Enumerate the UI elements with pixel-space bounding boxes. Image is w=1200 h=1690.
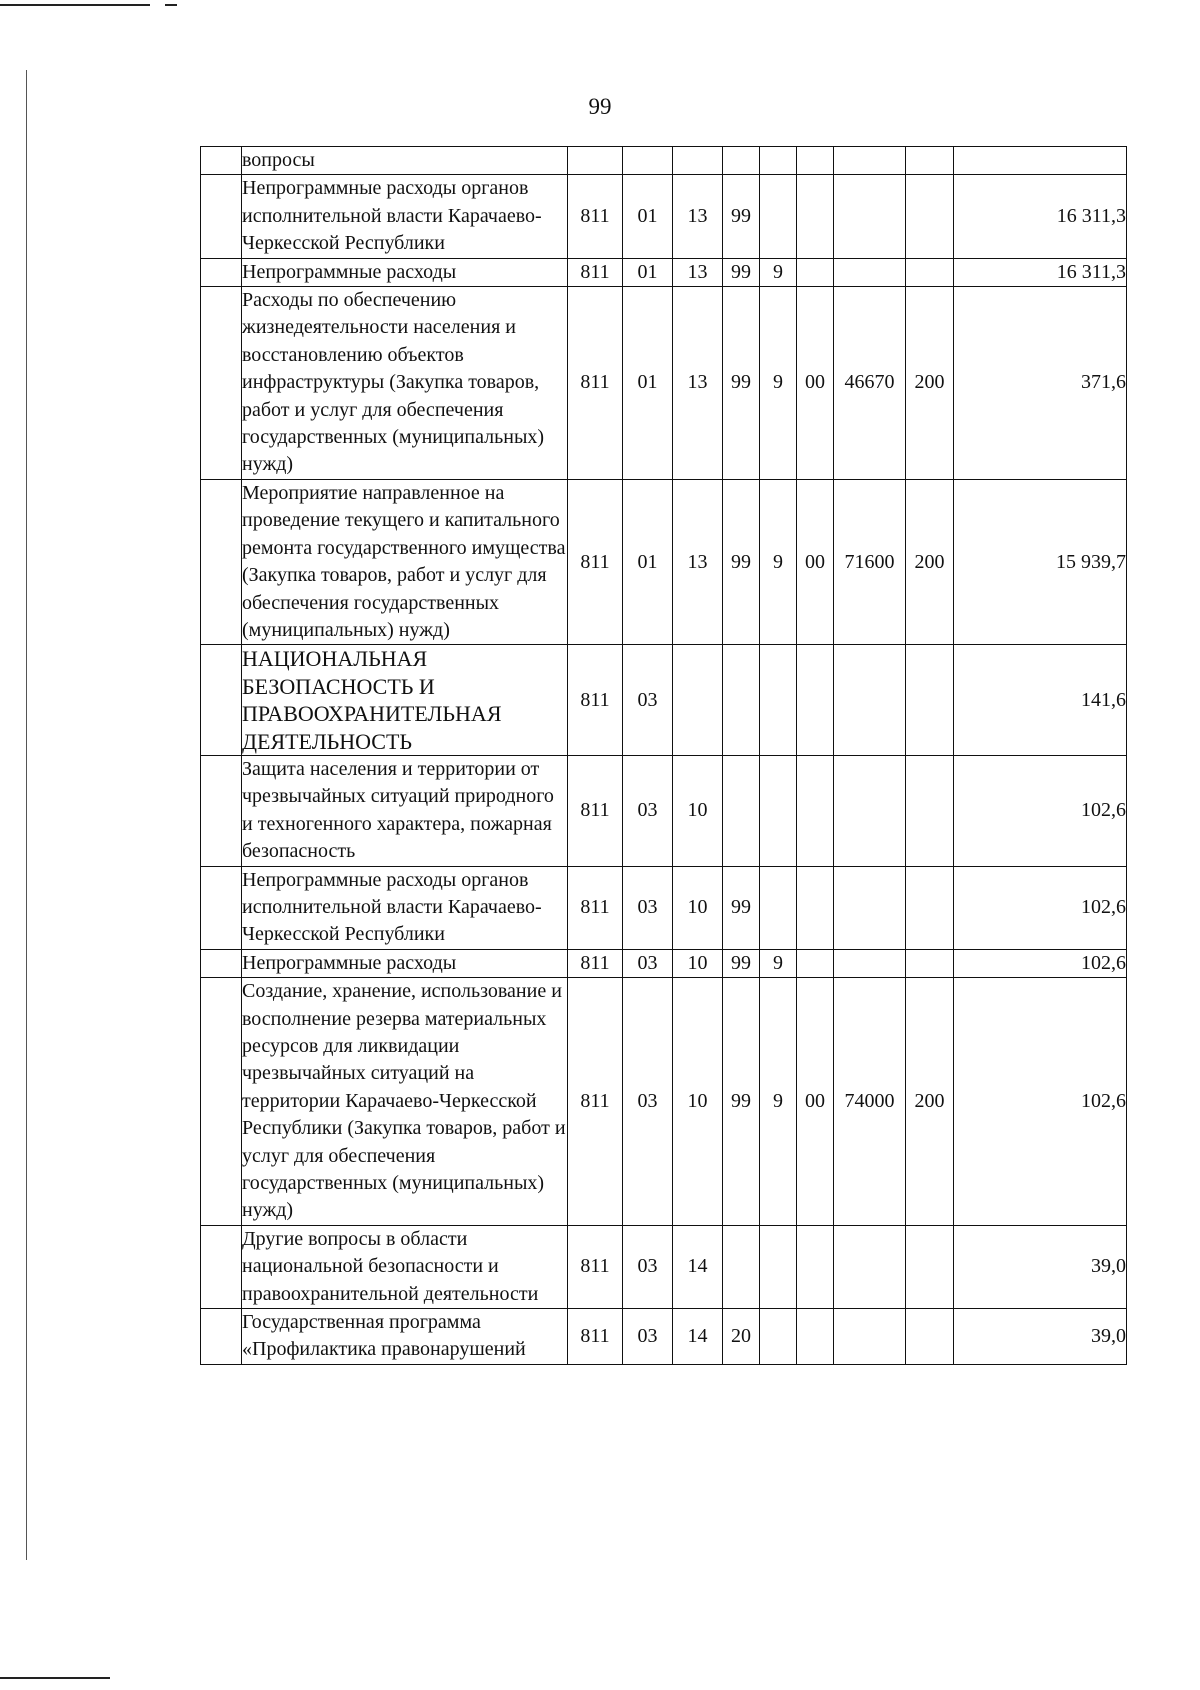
expense-code-cell [834, 645, 906, 756]
table-row [201, 645, 1127, 756]
amount-cell: 16 311,3 [954, 175, 1127, 258]
ministry-code-cell: 811 [568, 978, 623, 1226]
budget-table-body [201, 147, 1127, 1365]
expense-name-cell: Мероприятие направленное на проведение текущего и капитального ремонта государственного имущества (Закупка товаров, работ и услуг для обеспечения государственных (муниципальных) нужд) [242, 479, 568, 644]
expense-code-cell [834, 258, 906, 286]
amount-cell: 39,0 [954, 1309, 1127, 1365]
row-number-cell [201, 258, 242, 286]
expense-type-cell [906, 949, 954, 977]
expense-name-cell: НАЦИОНАЛЬНАЯ БЕЗОПАСНОСТЬ И ПРАВООХРАНИТЕЛЬНАЯ ДЕЯТЕЛЬНОСТЬ [242, 645, 568, 756]
ministry-code-cell: 811 [568, 645, 623, 756]
section-code-cell: 03 [623, 1225, 673, 1308]
expense-type-cell: 200 [906, 479, 954, 644]
expense-code-cell [834, 147, 906, 175]
direction-code-cell [797, 175, 834, 258]
section-code-cell: 03 [623, 1309, 673, 1365]
section-code-cell: 03 [623, 866, 673, 949]
subsection-code-cell: 10 [673, 866, 723, 949]
expense-code-cell [834, 755, 906, 866]
row-number-cell [201, 175, 242, 258]
expense-code-cell [834, 175, 906, 258]
expense-code-cell [834, 1225, 906, 1308]
scan-artifact-left-margin [26, 70, 27, 1560]
row-number-cell [201, 866, 242, 949]
direction-code-cell [797, 147, 834, 175]
expense-code-cell [834, 1309, 906, 1365]
subprogram-code-cell: 9 [760, 978, 797, 1226]
scan-artifact-bottom-line [0, 1677, 110, 1679]
amount-cell: 16 311,3 [954, 258, 1127, 286]
table-row [201, 755, 1127, 866]
amount-cell: 102,6 [954, 978, 1127, 1226]
subsection-code-cell: 10 [673, 755, 723, 866]
budget-table [200, 146, 1127, 1365]
subprogram-code-cell [760, 645, 797, 756]
direction-code-cell [797, 258, 834, 286]
table-row [201, 978, 1127, 1226]
program-code-cell: 99 [723, 258, 760, 286]
section-code-cell: 03 [623, 645, 673, 756]
table-row [201, 175, 1127, 258]
subprogram-code-cell [760, 1225, 797, 1308]
expense-type-cell [906, 1225, 954, 1308]
ministry-code-cell: 811 [568, 175, 623, 258]
subsection-code-cell: 10 [673, 978, 723, 1226]
section-code-cell: 01 [623, 287, 673, 480]
row-number-cell [201, 755, 242, 866]
program-code-cell [723, 755, 760, 866]
subsection-code-cell [673, 645, 723, 756]
amount-cell: 102,6 [954, 866, 1127, 949]
direction-code-cell [797, 755, 834, 866]
subsection-code-cell: 13 [673, 287, 723, 480]
row-number-cell [201, 949, 242, 977]
table-row [201, 147, 1127, 175]
expense-type-cell [906, 866, 954, 949]
subprogram-code-cell [760, 147, 797, 175]
expense-type-cell [906, 175, 954, 258]
expense-code-cell: 46670 [834, 287, 906, 480]
subprogram-code-cell [760, 866, 797, 949]
program-code-cell: 99 [723, 479, 760, 644]
expense-name-cell: Непрограммные расходы [242, 949, 568, 977]
row-number-cell [201, 1309, 242, 1365]
section-code-cell: 03 [623, 978, 673, 1226]
table-row [201, 479, 1127, 644]
table-row [201, 949, 1127, 977]
direction-code-cell: 00 [797, 479, 834, 644]
direction-code-cell: 00 [797, 978, 834, 1226]
amount-cell: 102,6 [954, 755, 1127, 866]
amount-cell: 371,6 [954, 287, 1127, 480]
section-code-cell: 03 [623, 755, 673, 866]
ministry-code-cell: 811 [568, 1225, 623, 1308]
expense-type-cell: 200 [906, 978, 954, 1226]
direction-code-cell [797, 1309, 834, 1365]
expense-name-cell: Государственная программа «Профилактика правонарушений [242, 1309, 568, 1365]
amount-cell: 15 939,7 [954, 479, 1127, 644]
amount-cell: 102,6 [954, 949, 1127, 977]
section-code-cell [623, 147, 673, 175]
table-row [201, 287, 1127, 480]
expense-name-cell: Защита населения и территории от чрезвычайных ситуаций природного и техногенного характера, пожарная безопасность [242, 755, 568, 866]
ministry-code-cell: 811 [568, 755, 623, 866]
direction-code-cell [797, 645, 834, 756]
section-code-cell: 01 [623, 258, 673, 286]
program-code-cell [723, 147, 760, 175]
expense-type-cell [906, 258, 954, 286]
subsection-code-cell [673, 147, 723, 175]
expense-name-cell: Создание, хранение, использование и восполнение резерва материальных ресурсов для ликвидации чрезвычайных ситуаций на территории Карачаево-Черкесской Республики (Закупка товаров, работ и услуг для обеспечения государственных (муниципальных) нужд) [242, 978, 568, 1226]
subsection-code-cell: 13 [673, 479, 723, 644]
table-row [201, 1225, 1127, 1308]
subsection-code-cell: 14 [673, 1309, 723, 1365]
subprogram-code-cell: 9 [760, 479, 797, 644]
page-number: 99 [588, 94, 612, 119]
table-row [201, 1309, 1127, 1365]
expense-type-cell: 200 [906, 287, 954, 480]
direction-code-cell [797, 1225, 834, 1308]
subprogram-code-cell: 9 [760, 287, 797, 480]
scan-artifact-top-dash [165, 4, 177, 6]
amount-cell: 141,6 [954, 645, 1127, 756]
subprogram-code-cell [760, 175, 797, 258]
row-number-cell [201, 645, 242, 756]
ministry-code-cell: 811 [568, 866, 623, 949]
table-row [201, 866, 1127, 949]
direction-code-cell: 00 [797, 287, 834, 480]
program-code-cell: 20 [723, 1309, 760, 1365]
subsection-code-cell: 13 [673, 258, 723, 286]
expense-code-cell [834, 949, 906, 977]
ministry-code-cell: 811 [568, 1309, 623, 1365]
subsection-code-cell: 14 [673, 1225, 723, 1308]
amount-cell: 39,0 [954, 1225, 1127, 1308]
ministry-code-cell: 811 [568, 479, 623, 644]
program-code-cell: 99 [723, 949, 760, 977]
expense-name-cell: Расходы по обеспечению жизнедеятельности населения и восстановлению объектов инфраструктуры (Закупка товаров, работ и услуг для обеспечения государственных (муниципальных) нужд) [242, 287, 568, 480]
subprogram-code-cell [760, 1309, 797, 1365]
expense-name-cell: Непрограммные расходы органов исполнительной власти Карачаево-Черкесской Республики [242, 175, 568, 258]
expense-type-cell [906, 1309, 954, 1365]
expense-code-cell: 74000 [834, 978, 906, 1226]
subsection-code-cell: 10 [673, 949, 723, 977]
section-code-cell: 03 [623, 949, 673, 977]
subprogram-code-cell: 9 [760, 258, 797, 286]
expense-code-cell [834, 866, 906, 949]
table-row [201, 258, 1127, 286]
row-number-cell [201, 978, 242, 1226]
amount-cell [954, 147, 1127, 175]
expense-type-cell [906, 147, 954, 175]
direction-code-cell [797, 949, 834, 977]
row-number-cell [201, 1225, 242, 1308]
section-code-cell: 01 [623, 479, 673, 644]
expense-code-cell: 71600 [834, 479, 906, 644]
row-number-cell [201, 479, 242, 644]
subprogram-code-cell [760, 755, 797, 866]
expense-type-cell [906, 755, 954, 866]
row-number-cell [201, 287, 242, 480]
program-code-cell: 99 [723, 978, 760, 1226]
program-code-cell [723, 1225, 760, 1308]
program-code-cell: 99 [723, 866, 760, 949]
ministry-code-cell: 811 [568, 287, 623, 480]
expense-type-cell [906, 645, 954, 756]
expense-name-cell: Непрограммные расходы [242, 258, 568, 286]
program-code-cell: 99 [723, 287, 760, 480]
expense-name-cell: вопросы [242, 147, 568, 175]
ministry-code-cell: 811 [568, 949, 623, 977]
section-code-cell: 01 [623, 175, 673, 258]
row-number-cell [201, 147, 242, 175]
scan-artifact-top-line [0, 4, 150, 6]
expense-name-cell: Другие вопросы в области национальной безопасности и правоохранительной деятельности [242, 1225, 568, 1308]
direction-code-cell [797, 866, 834, 949]
ministry-code-cell: 811 [568, 258, 623, 286]
program-code-cell: 99 [723, 175, 760, 258]
subprogram-code-cell: 9 [760, 949, 797, 977]
expense-name-cell: Непрограммные расходы органов исполнительной власти Карачаево-Черкесской Республики [242, 866, 568, 949]
program-code-cell [723, 645, 760, 756]
subsection-code-cell: 13 [673, 175, 723, 258]
ministry-code-cell [568, 147, 623, 175]
